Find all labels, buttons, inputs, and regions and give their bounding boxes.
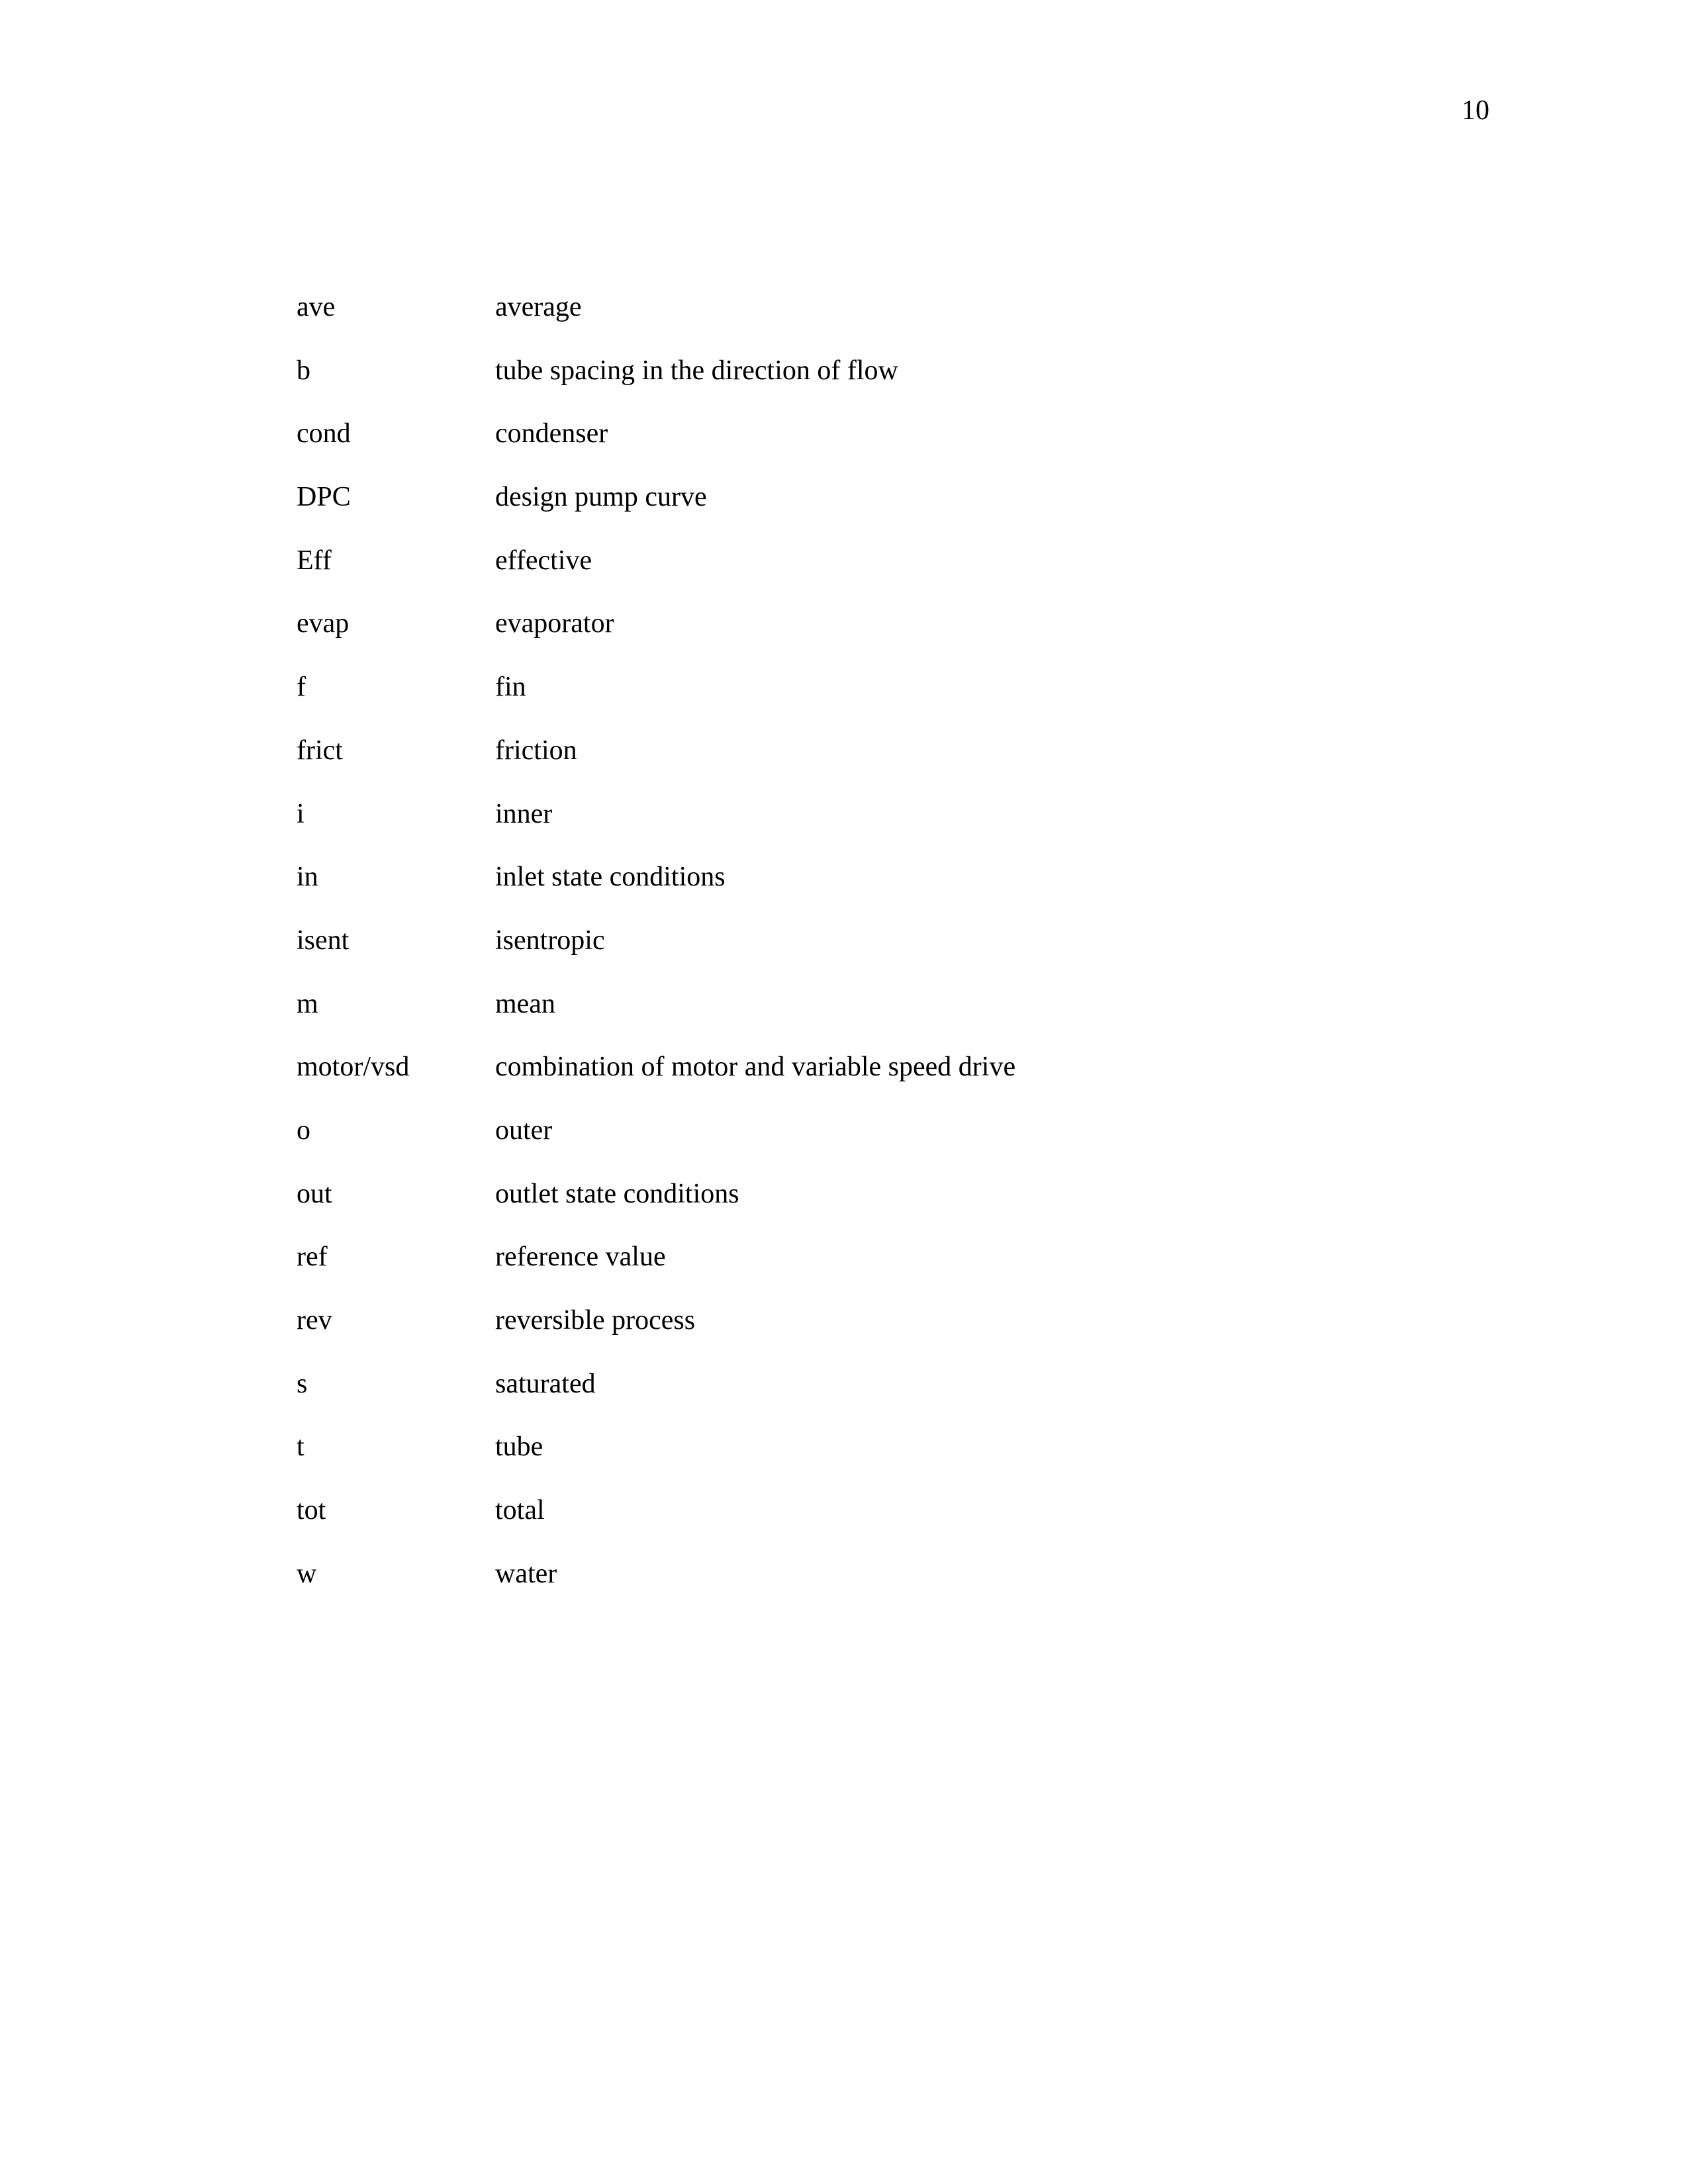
- symbol-definition: friction: [495, 735, 577, 766]
- symbol-definition: inner: [495, 798, 553, 829]
- symbol-abbreviation: motor/vsd: [297, 1052, 410, 1083]
- symbol-abbreviation: o: [297, 1115, 310, 1146]
- symbol-definition: tube: [495, 1432, 543, 1463]
- symbol-definition: inlet state conditions: [495, 862, 726, 893]
- symbol-definition: total: [495, 1495, 545, 1526]
- symbol-abbreviation: evap: [297, 608, 350, 639]
- symbol-abbreviation: ave: [297, 292, 336, 322]
- symbol-row: [297, 357, 1488, 420]
- symbol-row: [297, 1116, 1488, 1180]
- symbol-definition: condenser: [495, 418, 608, 449]
- symbol-abbreviation: in: [297, 862, 318, 893]
- symbol-definition: effective: [495, 545, 592, 576]
- symbol-row: [297, 420, 1488, 483]
- symbol-definition: water: [495, 1558, 557, 1589]
- symbol-abbreviation: frict: [297, 735, 343, 766]
- symbol-definition: tube spacing in the direction of flow: [495, 355, 898, 386]
- symbol-definition: saturated: [495, 1368, 596, 1399]
- symbol-definition: combination of motor and variable speed drive: [495, 1052, 1016, 1083]
- symbol-row: [297, 1053, 1488, 1116]
- symbol-abbreviation: m: [297, 988, 318, 1019]
- symbol-row: [297, 1560, 1488, 1623]
- symbol-abbreviation: w: [297, 1558, 317, 1589]
- symbol-abbreviation: f: [297, 672, 306, 703]
- symbol-row: [297, 737, 1488, 800]
- symbol-definition: mean: [495, 988, 555, 1019]
- symbol-row: [297, 1243, 1488, 1306]
- symbol-abbreviation: t: [297, 1432, 305, 1463]
- symbol-definition: average: [495, 292, 582, 322]
- symbol-abbreviation: i: [297, 798, 305, 829]
- symbol-definition: outlet state conditions: [495, 1178, 739, 1209]
- symbol-definition: outer: [495, 1115, 553, 1146]
- symbol-row: [297, 927, 1488, 990]
- symbol-abbreviation: b: [297, 355, 310, 386]
- symbol-row: [297, 1496, 1488, 1560]
- symbol-row: [297, 1180, 1488, 1244]
- symbol-row: [297, 863, 1488, 927]
- symbol-abbreviation: out: [297, 1178, 332, 1209]
- symbol-definition: fin: [495, 672, 526, 703]
- symbol-row: [297, 1306, 1488, 1370]
- symbol-abbreviation: rev: [297, 1305, 332, 1336]
- symbol-definition: evaporator: [495, 608, 614, 639]
- symbol-row: [297, 673, 1488, 737]
- symbol-row: [297, 800, 1488, 864]
- symbol-row: [297, 1433, 1488, 1496]
- symbol-abbreviation: Eff: [297, 545, 332, 576]
- symbol-row: [297, 293, 1488, 357]
- symbol-abbreviation: DPC: [297, 482, 351, 513]
- page-number: 10: [1462, 95, 1489, 126]
- symbol-abbreviation: cond: [297, 418, 351, 449]
- symbol-definition: reversible process: [495, 1305, 696, 1336]
- symbol-row: [297, 610, 1488, 673]
- symbol-abbreviation: isent: [297, 925, 350, 956]
- symbol-abbreviation: ref: [297, 1242, 328, 1273]
- symbol-row: [297, 483, 1488, 547]
- symbol-list: [297, 293, 1488, 1623]
- symbol-abbreviation: tot: [297, 1495, 326, 1526]
- symbol-definition: isentropic: [495, 925, 605, 956]
- symbol-abbreviation: s: [297, 1368, 308, 1399]
- symbol-row: [297, 547, 1488, 610]
- symbol-definition: reference value: [495, 1242, 666, 1273]
- symbol-definition: design pump curve: [495, 482, 707, 513]
- symbol-row: [297, 990, 1488, 1054]
- symbol-row: [297, 1370, 1488, 1433]
